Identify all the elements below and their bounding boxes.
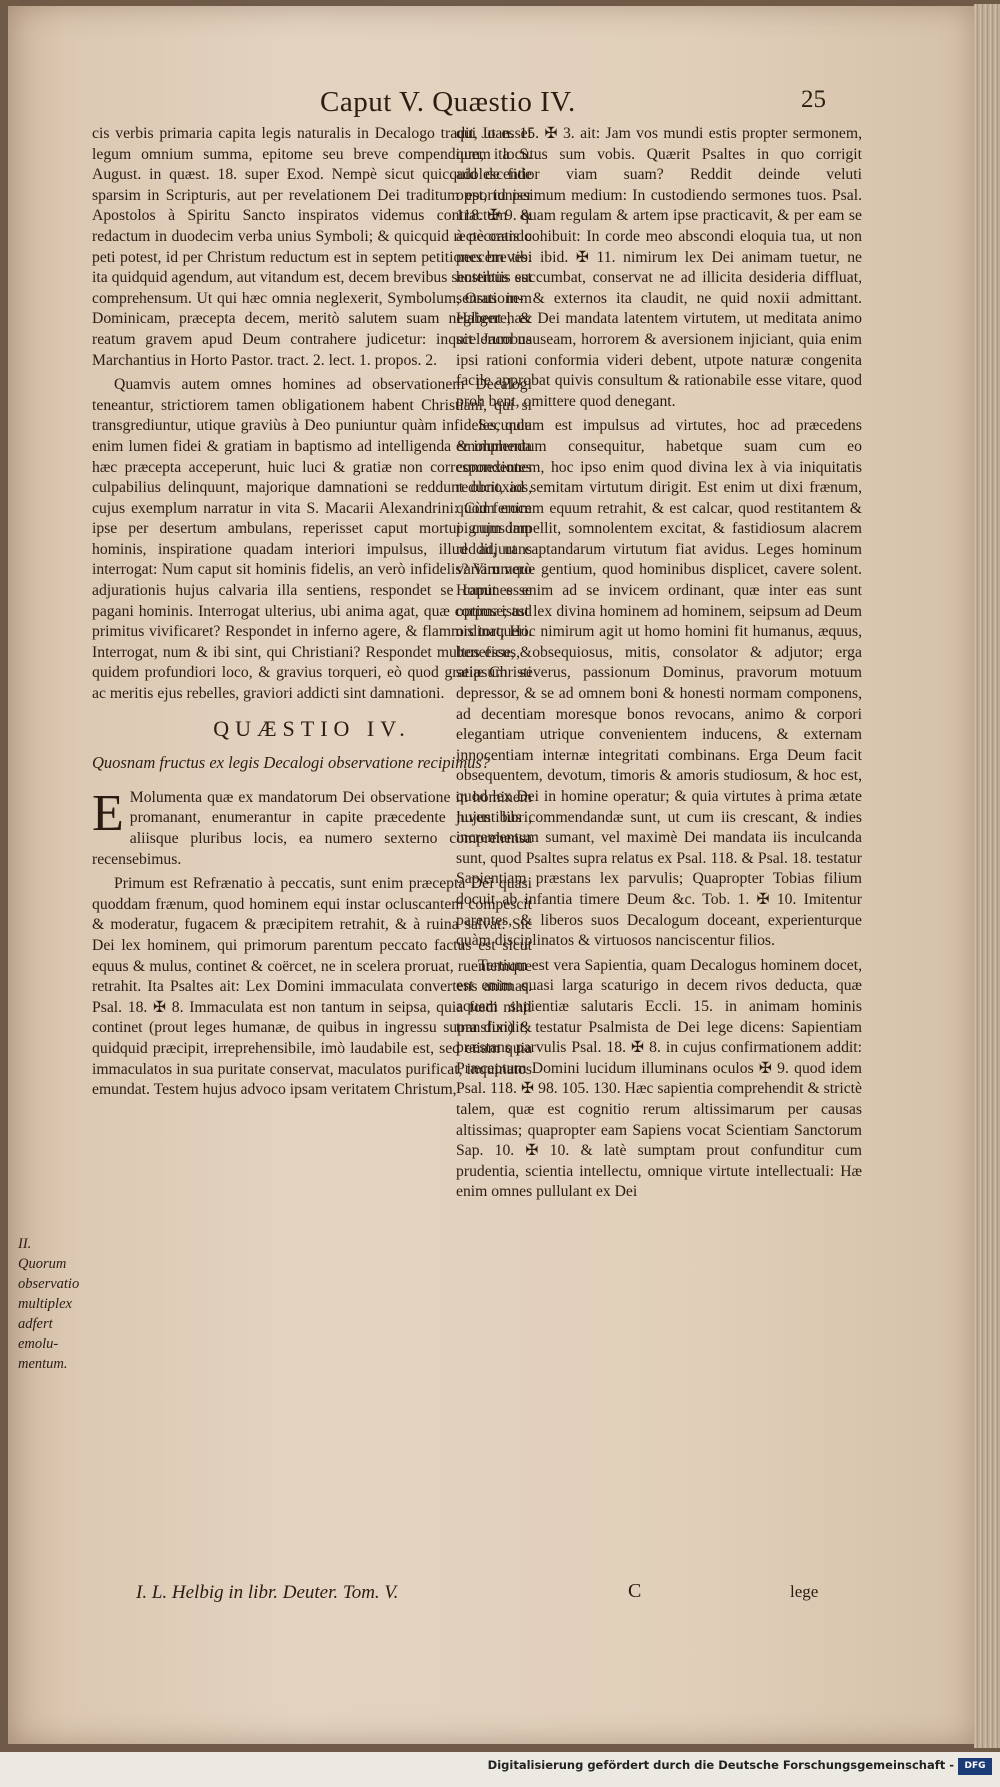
margin-note-line: mentum. [18,1356,68,1372]
margin-note-line: Quorum [18,1256,67,1272]
answer-paragraph-2: Primum est Refrænatio à peccatis, sunt enim præcepta Dei quasi quoddam frænum, quod hominem equi instar ocluscantem compescit & moderatur, fugacem & præcipitem retrahit, & à ruina salvat: Sic Dei lex hominem, qui primorum parentum peccato factus est sicut equus & mulus, continet & coërcet, ne in scelera proruat, ruentemque retrahit. Ita Psaltes ait: Lex Domini immaculata convertens animas. Psal. 18. ✠ 8. Immaculata est non tantum in seipsa, quia fœdi nihil continet (prout leges humanæ, de quibus in ingressu supra dixi) & quidquid præcipit, irreprehensibile, imò laudabile est, sed etiam quia immaculatos in sua puritate conservat, maculatos purificat, inquinatos emundat. Testem hujus advoco ipsam veritatem Christum, [92,875,532,1099]
right-paragraph-2: Secundum est impulsus ad virtutes, hoc ad præcedens emolumentum consequitur, habetque suam cum eo connexionem, hoc ipso enim quod divina lex à via iniquitatis reducit, ad semitam virtutum dirigit. Est enim ut dixi frænum, quod ferocem equum retrahit, & est calcar, quod restitantem & pigrum impellit, somnolentem excitat, & fastidiosum alacrem reddit, ut captandarum virtutum fiat avidus. Leges hominum variarumque gentium, quod hominibus displicet, cavere solent. Homines enim ad se invicem ordinant, quæ inter eas sunt optimæ; ast lex divina hominem ad hominem, seipsum ad Deum ordinat; Hoc nimirum agit ut homo homini fit humanus, æquus, beneficus, obsequiosus, mitis, consolator & adjutor; erga seipsum severus, passionum Dominus, pravorum motuum depressor, & se ad omnem boni & honesti normam componens, ad decentiam moresque bonos revocans, animo & corpori elegantiam utrique convenientem inducens, & externam innocentiam internæ integritati combinans. Erga Deum facit obsequentem, devotum, timoris & amoris studiosum, & hoc est, quod lex Dei in homine operatur; & quia virtutes à prima ætate juventibus commendandæ sunt, ut cum iis crescant, & indies incrementum sumant, vel maximè Dei mandata iis inculcanda sunt, quod Psaltes supra relatus ex Psal. 118. & Psal. 18. testatur Sapientiam præstans lex parvulis; Quapropter Tobias filium docuit ab infantia timere Deum &c. Tob. 1. ✠ 10. Imitentur parentes, & liberos suos Decalogum doceant, experienturque quàm disciplinatos & virtuosos nanciscentur filios. [456,417,862,950]
page-number: 25 [801,86,826,113]
dfg-logo-icon: DFG [958,1758,992,1775]
catchword: lege [790,1582,819,1601]
margin-note-line: multiplex [18,1296,72,1312]
margin-note-line: II. [18,1236,32,1252]
sheet-mark: C [628,1580,642,1602]
margin-note-line: emolu- [18,1336,59,1352]
margin-note-line: adfert [18,1316,53,1332]
page-header [8,86,974,126]
right-column [456,124,862,1207]
digitization-notice: Digitalisierung gefördert durch die Deutsche Forschungsgemeinschaft - [487,1758,954,1772]
signature-line: I. L. Helbig in libr. Deuter. Tom. V. [136,1582,399,1603]
question-heading: QUÆSTIO IV. [213,715,411,741]
answer-paragraph-1-text: Molumenta quæ ex mandatorum Dei observatione in hominem promanant, enumerantur in capite præcedente hujus libri, aliisque pluribus locis, ea numero sexterno comprehensa recensebimus. [92,788,532,868]
margin-note [18,1234,90,1374]
book-page-edges [974,4,1000,1748]
question-text: Quosnam fructus ex legis Decalogi observatione recipimus? [92,753,491,773]
right-paragraph-1: qui Joan. 15. ✠ 3. ait: Jam vos mundi estis propter sermonem, quem locutus sum vobis. Quærit Psaltes in quo corrigit adolescentior viam suam? Reddit deinde veluti opportunissimum medium: In custodiendo sermones tuos. Psal. 118. ✠ 9. quam regulam & artem ipse practicavit, & per eam se à peccatis cohibuit: In corde meo abscondi eloquia tua, ut non peccem tibi ibid. ✠ 11. nimirum lex Dei animam tuetur, ne hostibus succumbat, conservat ne ad illicita desideria diffluat, sensus in- & externos ita claudit, ne quid noxii admittant. Habent hæc Dei mandata latentem virtutem, ut meditata animo scelerum nauseam, horrorem & aversionem injiciant, quia enim ipsi rationi conformia videri debent, utpote naturæ congenita facile approbat quivis consultum & rationabile esse vitare, quod proh bent, omittere quod denegant. [456,125,862,410]
margin-note-line: observatio [18,1276,80,1292]
running-head: Caput V. Quæstio IV. [320,86,576,118]
drop-capital: E [92,784,124,842]
right-paragraph-3: Tertium est vera Sapientia, quam Decalogus hominem docet, est enim quasi larga scaturigo in decem rivos deducta, quæ aquam sapientiæ salutaris Eccli. 15. in animam hominis transfundit; testatur Psalmista de Dei lege dicens: Sapientiam præstans parvulis Psal. 18. ✠ 8. in cujus confirmationem addit: Præceptum Domini lucidum illuminans oculos ✠ 9. quod idem Psal. 118. ✠ 98. 105. 130. Hæc sapientia comprehendit & strictè talem, quæ est cognitio rerum altissimarum per causas altissimas; quapropter eam Sapiens vocat Scientiam Sanctorum Sap. 10. ✠ 10. & latè sumptam prout confunditur cum prudentia, scientia intellectu, omnique virtute intellectuali: Hæ enim omnes pullulant ex Dei [456,956,862,1201]
book-page [8,6,974,1744]
left-paragraph-2: Quamvis autem omnes homines ad observationem Decalogi teneantur, strictiorem tamen obligationem habent Christiani, qui si transgrediuntur, utique graviùs à Deo puniuntur quàm infideles, quia enim lumen fidei & gratiam in baptismo ad intelligenda & implenda hæc præcepta acceperunt, huic luci & gratiæ non correspondentes culpabilius delinquunt, majorique damnationi se reddunt obnoxios, cujus exemplum narratur in vita S. Macarii Alexandrini: Cùm enim ipse per desertum ambulans, reperisset caput mortui cujusdam hominis, inspiratione quadam interiori impulsus, illud adjurans interrogat: Num caput sit hominis fidelis, an verò infidelis? Vim verò adjurationis hujus calvaria illa sentiens, respondet se caput esse pagani hominis. Interrogat ulterius, ubi anima agat, quæ corpus istud primitus vivificaret? Respondet in inferno agere, & flammis torqueri. Interrogat, num & ibi sint, qui Christiani? Respondet multos esse, & quidem profundiori loco, & gravius torqueri, eò quod gratiæ Christi ac meritis ejus rebelles, graviori addicti sint damnationi. [92,376,532,703]
left-paragraph-1: cis verbis primaria capita legis naturalis in Decalogo tradit, ut esset legum omnium summa, epitome seu breve compendium, ita S. August. in quæst. 18. super Exod. Nempè sicut quicquid de fide sparsim in Scripturis, aut per revelationem Dei traditum est, id per Apostolos à Spiritu Sancto inspiratos videmus contractum & redactum in duodecim verba unius Symboli; & quicquid rectè orando peti potest, id per Christum reductum est in septem petitiones breves: ita quidquid agendum, aut vitandum est, decem brevibus sententiis est comprehensum. Ut qui hæc omnia neglexerit, Symbolum, Orationem Dominicam, præcepta decem, meritò salutem suam negligere, & reatum gravem apud Deum contrahere judicetur: inquit Jacobus Marchantius in Horto Pastor. tract. 2. lect. 1. propos. 2. [92,125,532,369]
